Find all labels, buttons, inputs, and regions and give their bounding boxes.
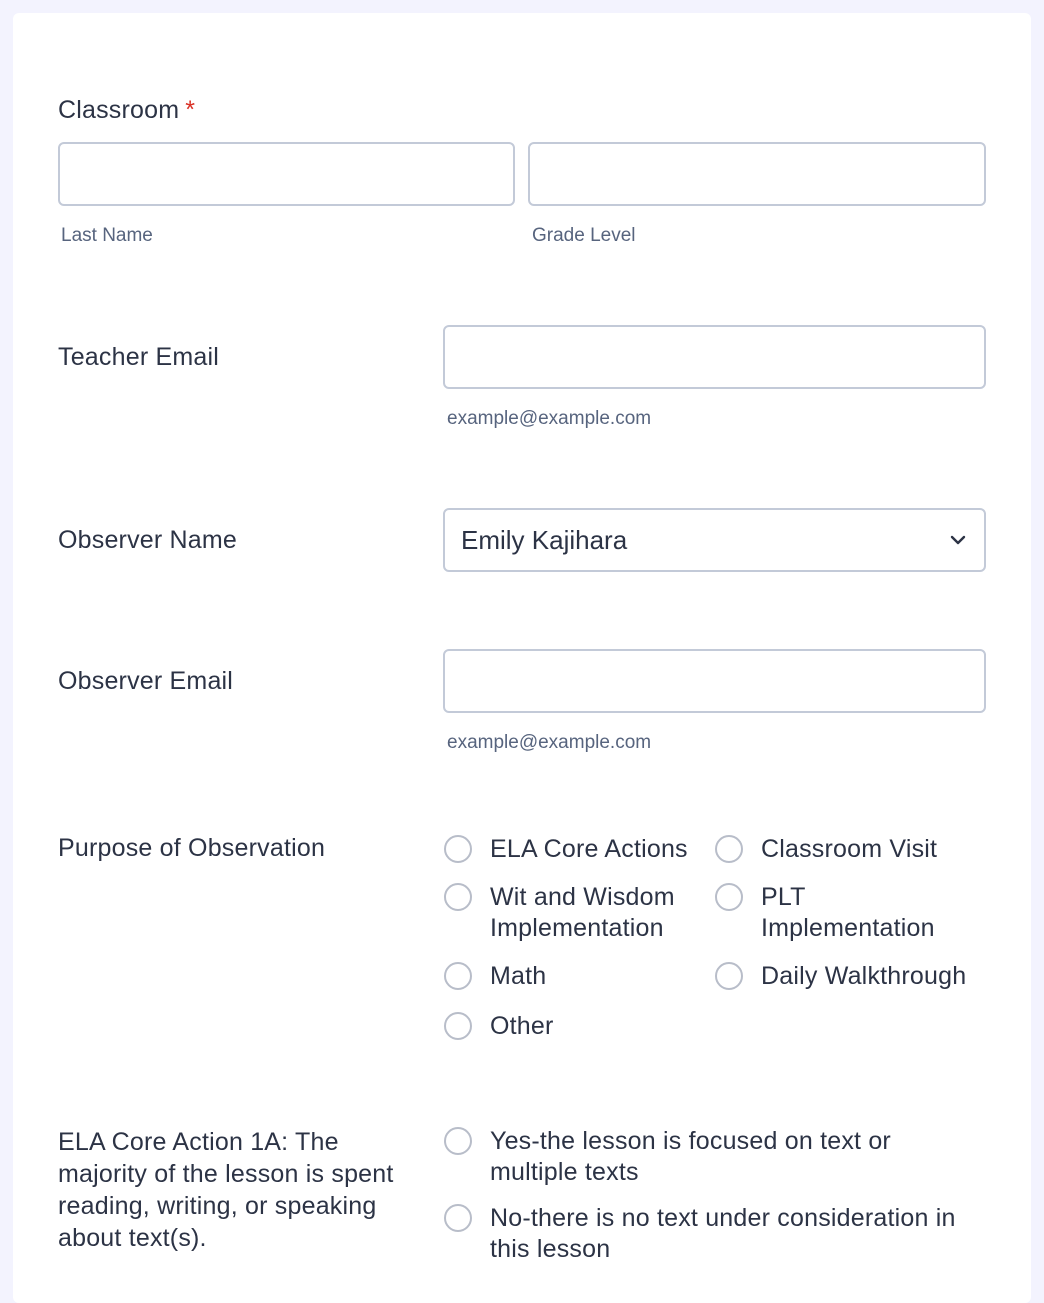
observer-email-label: Observer Email [58,667,234,695]
purpose-label: Purpose of Observation [58,834,326,862]
radio-button[interactable] [715,883,743,911]
radio-option-label: No-there is no text under consideration in this lesson [490,1204,956,1263]
core-action-1a-label: ELA Core Action 1A: The majority of the lesson is spent reading, writing, or speaking about text(s). [58,1128,394,1252]
radio-button[interactable] [444,883,472,911]
last-name-input[interactable] [58,142,515,206]
radio-button[interactable] [715,962,743,990]
radio-option-label: ELA Core Actions [490,835,688,863]
radio-option-other[interactable] [444,1011,704,1042]
radio-option-yes-text-focused[interactable] [444,1126,984,1188]
radio-button[interactable] [444,1127,472,1155]
classroom-label [58,94,195,126]
teacher-email-sublabel: example@example.com [447,408,652,429]
observer-name-selected: Emily Kajihara [461,525,628,555]
radio-option-plt-implementation[interactable] [715,882,955,944]
radio-button[interactable] [444,1204,472,1232]
radio-option-math[interactable] [444,961,704,992]
grade-level-sublabel: Grade Level [532,225,636,246]
radio-option-label: Math [490,962,547,990]
observer-email-input[interactable] [443,649,986,713]
radio-option-ela-core-actions[interactable] [444,834,704,865]
required-asterisk: * [185,96,196,124]
radio-option-no-text[interactable] [444,1203,984,1265]
classroom-label-text: Classroom [58,96,180,124]
radio-option-label: Daily Walkthrough [761,962,967,990]
radio-button[interactable] [444,962,472,990]
radio-option-daily-walkthrough[interactable] [715,961,995,992]
radio-button[interactable] [715,835,743,863]
radio-option-classroom-visit[interactable] [715,834,985,865]
radio-option-label: PLT Implementation [761,883,935,942]
radio-option-label: Wit and Wisdom Implementation [490,883,675,942]
radio-option-wit-and-wisdom[interactable] [444,882,704,944]
observer-email-sublabel: example@example.com [447,732,652,753]
radio-button[interactable] [444,835,472,863]
last-name-sublabel: Last Name [61,225,153,246]
teacher-email-label: Teacher Email [58,343,219,371]
teacher-email-input[interactable] [443,325,986,389]
radio-button[interactable] [444,1012,472,1040]
radio-option-label: Other [490,1012,554,1040]
radio-option-label: Classroom Visit [761,835,938,863]
observer-name-label: Observer Name [58,526,238,554]
grade-level-input[interactable] [528,142,986,206]
observer-name-select[interactable] [443,508,986,572]
chevron-down-icon [950,532,966,548]
radio-option-label: Yes-the lesson is focused on text or multiple texts [490,1127,891,1186]
